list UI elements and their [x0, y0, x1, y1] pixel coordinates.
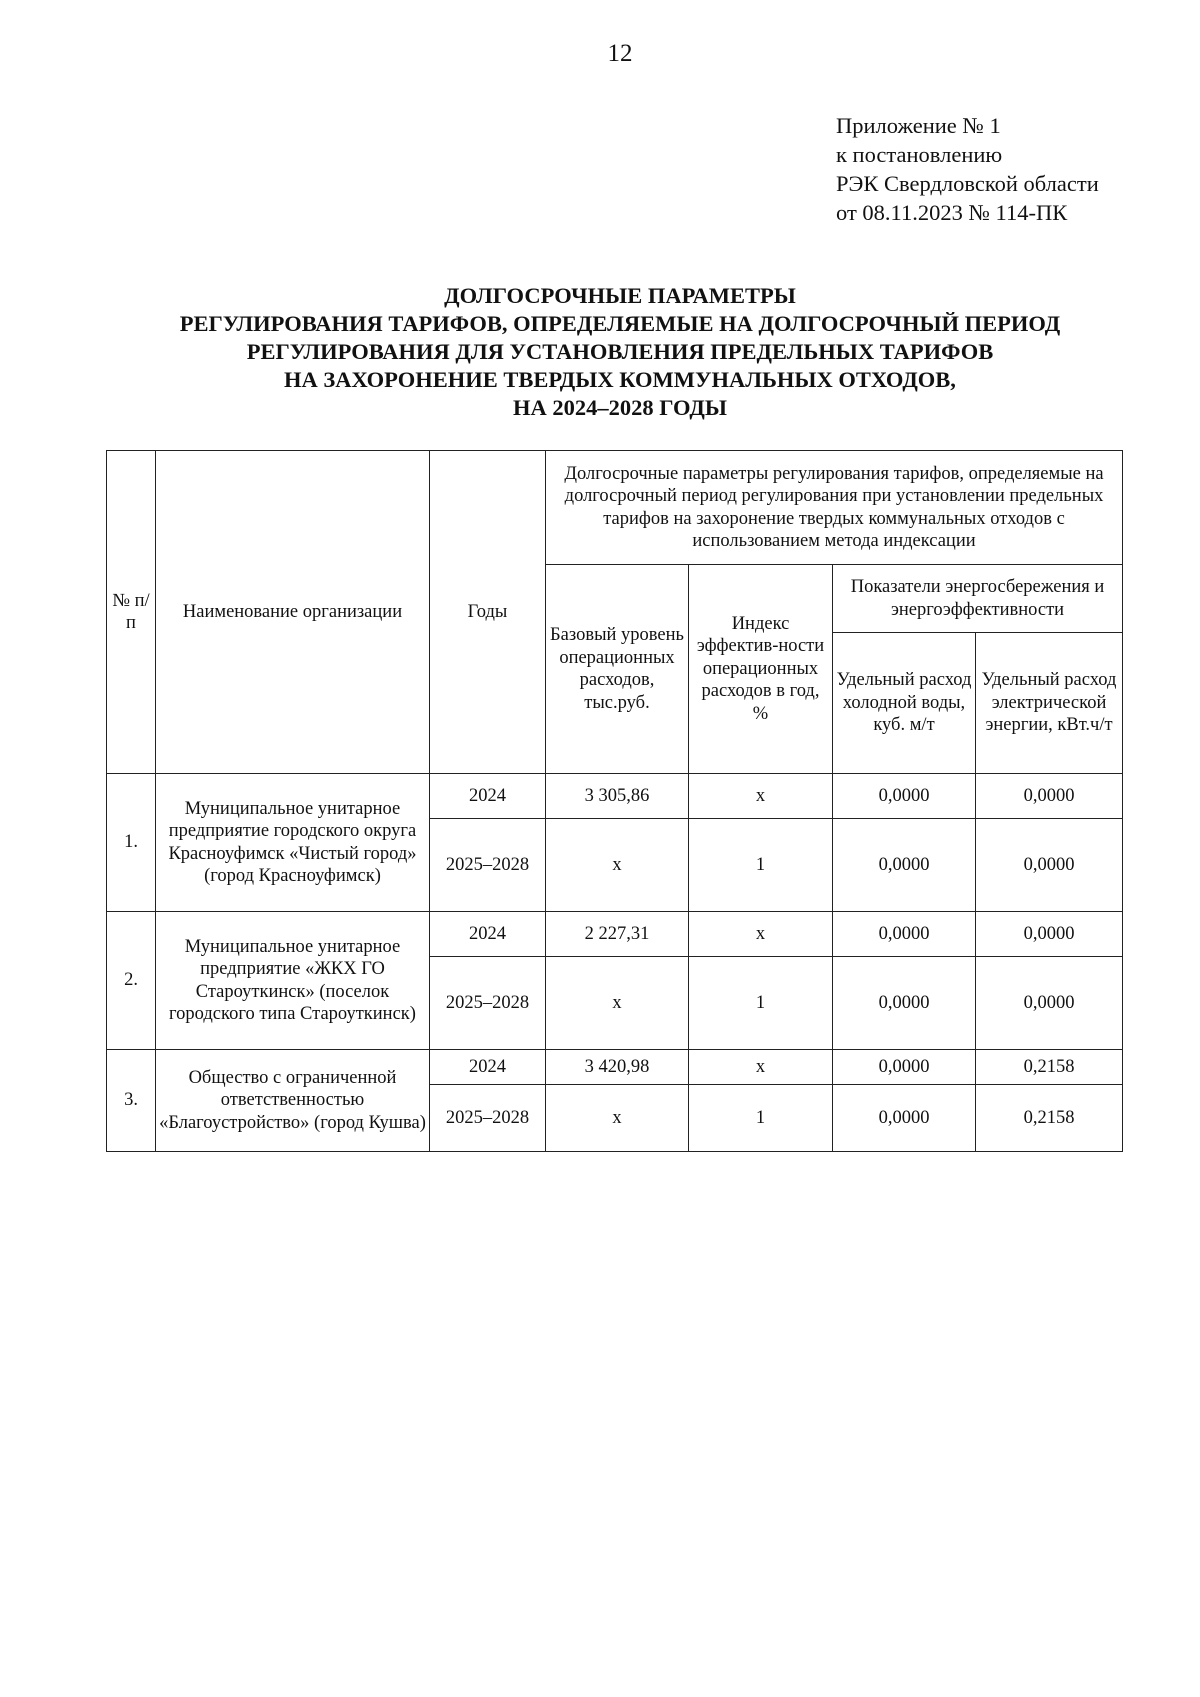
cell-years: 2025–2028	[430, 819, 546, 912]
cell-electric: 0,2158	[976, 1085, 1123, 1152]
cell-water: 0,0000	[833, 912, 976, 957]
header-electric-consumption: Удельный расход электрической энергии, кВт.ч/т	[976, 633, 1123, 774]
cell-water: 0,0000	[833, 1085, 976, 1152]
table-row	[107, 774, 1123, 819]
cell-electric: 0,0000	[976, 912, 1123, 957]
header-base-level: Базовый уровень операционных расходов, тыс.руб.	[546, 565, 689, 774]
cell-years: 2024	[430, 1050, 546, 1085]
cell-years: 2024	[430, 774, 546, 819]
appendix-line: к постановлению	[836, 142, 1003, 167]
cell-efficiency-index: 1	[689, 819, 833, 912]
cell-years: 2025–2028	[430, 1085, 546, 1152]
title-line: РЕГУЛИРОВАНИЯ ТАРИФОВ, ОПРЕДЕЛЯЕМЫЕ НА ДОЛГОСРОЧНЫЙ ПЕРИОД	[179, 311, 1061, 336]
cell-base-level: х	[546, 819, 689, 912]
row-num: 1.	[107, 774, 156, 912]
page-number: 12	[607, 40, 633, 67]
header-energy-group: Показатели энергосбережения и энергоэффективности	[833, 565, 1123, 633]
table-row	[107, 1050, 1123, 1085]
appendix-line: Приложение № 1	[836, 113, 1001, 138]
cell-base-level: 3 420,98	[546, 1050, 689, 1085]
header-num: № п/п	[107, 451, 156, 774]
header-water-consumption: Удельный расход холодной воды, куб. м/т	[833, 633, 976, 774]
cell-efficiency-index: 1	[689, 957, 833, 1050]
cell-electric: 0,2158	[976, 1050, 1123, 1085]
row-organization-name: Муниципальное унитарное предприятие «ЖКХ ГО Староуткинск» (поселок городского типа Староуткинск)	[156, 912, 430, 1050]
cell-base-level: 2 227,31	[546, 912, 689, 957]
row-organization-name: Муниципальное унитарное предприятие городского округа Красноуфимск «Чистый город» (город Красноуфимск)	[156, 774, 430, 912]
cell-electric: 0,0000	[976, 957, 1123, 1050]
title-line: НА 2024–2028 ГОДЫ	[513, 395, 727, 420]
cell-electric: 0,0000	[976, 774, 1123, 819]
cell-base-level: х	[546, 957, 689, 1050]
cell-years: 2024	[430, 912, 546, 957]
tariff-parameters-table	[106, 450, 1123, 1152]
header-row	[107, 451, 1123, 565]
cell-efficiency-index: х	[689, 1050, 833, 1085]
header-parameters-group: Долгосрочные параметры регулирования тарифов, определяемые на долгосрочный период регулирования при установлении предельных тарифов на захоронение твердых коммунальных отходов с использованием метода индексации	[546, 451, 1123, 565]
cell-base-level: 3 305,86	[546, 774, 689, 819]
title-line: НА ЗАХОРОНЕНИЕ ТВЕРДЫХ КОММУНАЛЬНЫХ ОТХОДОВ,	[284, 367, 956, 392]
row-num: 3.	[107, 1050, 156, 1152]
document-title	[60, 282, 1180, 422]
appendix-block	[836, 111, 1099, 227]
header-efficiency-index: Индекс эффектив-ности операционных расходов в год, %	[689, 565, 833, 774]
row-organization-name: Общество с ограниченной ответственностью «Благоустройство» (город Кушва)	[156, 1050, 430, 1152]
header-organization-name: Наименование организации	[156, 451, 430, 774]
cell-water: 0,0000	[833, 774, 976, 819]
row-num: 2.	[107, 912, 156, 1050]
cell-years: 2025–2028	[430, 957, 546, 1050]
header-years: Годы	[430, 451, 546, 774]
appendix-line: от 08.11.2023 № 114-ПК	[836, 200, 1068, 225]
cell-efficiency-index: х	[689, 912, 833, 957]
cell-water: 0,0000	[833, 819, 976, 912]
table-row	[107, 912, 1123, 957]
cell-efficiency-index: х	[689, 774, 833, 819]
cell-water: 0,0000	[833, 957, 976, 1050]
cell-base-level: х	[546, 1085, 689, 1152]
title-line: РЕГУЛИРОВАНИЯ ДЛЯ УСТАНОВЛЕНИЯ ПРЕДЕЛЬНЫХ ТАРИФОВ	[246, 339, 994, 364]
cell-electric: 0,0000	[976, 819, 1123, 912]
cell-efficiency-index: 1	[689, 1085, 833, 1152]
appendix-line: РЭК Свердловской области	[836, 171, 1099, 196]
title-line: ДОЛГОСРОЧНЫЕ ПАРАМЕТРЫ	[444, 283, 796, 308]
cell-water: 0,0000	[833, 1050, 976, 1085]
